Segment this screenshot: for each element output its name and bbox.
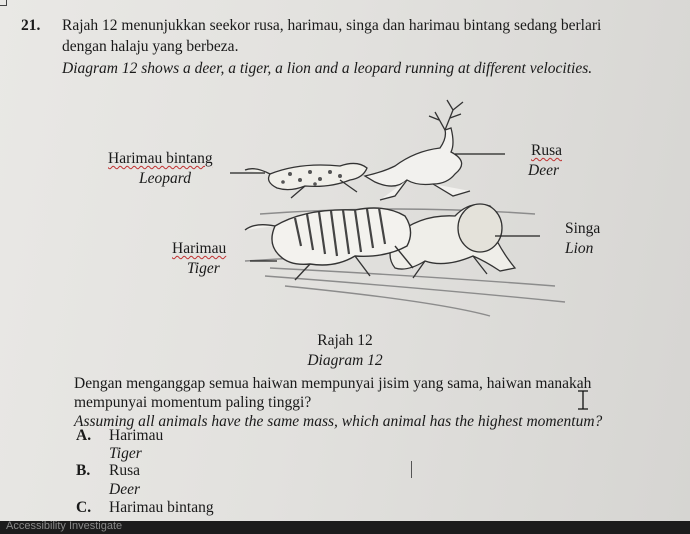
label-lion-malay: Singa (565, 220, 601, 237)
diagram-12 (95, 96, 615, 326)
taskbar-text: Accessibility Investigate (6, 520, 123, 532)
label-tiger-english: Tiger (187, 260, 220, 277)
prompt-malay-line-1: Dengan menganggap semua haiwan mempunyai jisim yang sama, haiwan manakah (74, 375, 592, 392)
caption-english: Diagram 12 (307, 352, 383, 369)
label-deer-english: Deer (528, 162, 559, 179)
label-leopard-malay: Harimau bintang (108, 150, 213, 167)
option-b-letter: B. (76, 462, 91, 479)
prompt-english-line: Assuming all animals have the same mass, which animal has the highest momentum? (74, 413, 603, 430)
corner-mark (0, 0, 7, 6)
option-c-malay[interactable]: Harimau bintang (109, 499, 214, 516)
label-deer-malay: Rusa (531, 142, 562, 159)
option-b-english: Deer (109, 481, 140, 498)
deer-drawing (365, 100, 470, 200)
option-a-malay[interactable]: Harimau (109, 427, 164, 444)
question-number: 21. (21, 17, 41, 34)
question-malay-line-2: dengan halaju yang berbeza. (62, 38, 239, 55)
question-malay-line-1: Rajah 12 menunjukkan seekor rusa, harimau, singa dan harimau bintang sedang berlari (62, 17, 602, 34)
taskbar (0, 521, 690, 534)
label-lion-english: Lion (565, 240, 594, 257)
text-caret (411, 461, 412, 478)
prompt-malay-line-2: mempunyai momentum paling tinggi? (74, 394, 312, 411)
option-b-malay[interactable]: Rusa (109, 462, 140, 479)
option-a-letter: A. (76, 427, 92, 444)
label-leopard-english: Leopard (139, 170, 191, 187)
question-english-line: Diagram 12 shows a deer, a tiger, a lion and a leopard running at different velocities. (62, 60, 593, 77)
text-cursor-icon (576, 390, 590, 410)
tiger-drawing (245, 208, 413, 280)
caption-malay: Rajah 12 (317, 332, 373, 349)
label-tiger-malay: Harimau (172, 240, 227, 257)
option-c-letter: C. (76, 499, 92, 516)
leopard-drawing (245, 163, 367, 198)
animals-illustration (95, 96, 615, 326)
option-a-english: Tiger (109, 445, 142, 462)
